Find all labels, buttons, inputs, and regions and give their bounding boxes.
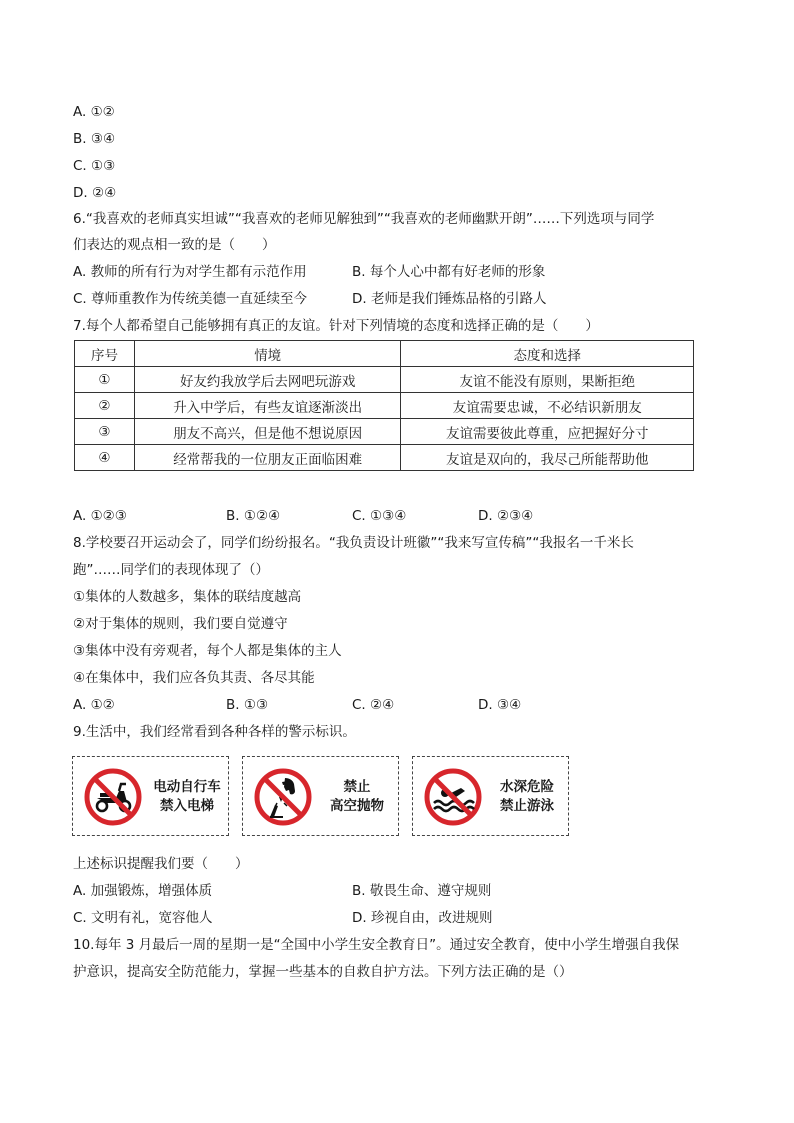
table-cell: ③: [75, 419, 135, 445]
q6-option-a: A. 教师的所有行为对学生都有示范作用: [73, 264, 307, 280]
table-cell: 升入中学后，有些友谊逐渐淡出: [134, 393, 401, 419]
q7-stem: 7.每个人都希望自己能够拥有真正的友谊。针对下列情境的态度和选择正确的是（ ）: [73, 318, 599, 334]
q7-header-situation: 情境: [134, 341, 401, 367]
q9-stem: 9.生活中，我们经常看到各种各样的警示标识。: [73, 724, 356, 740]
table-cell: ①: [75, 367, 135, 393]
sign-text-line1: 水深危险: [500, 779, 554, 795]
no-swimming-icon: [423, 767, 483, 827]
q7-option-b: B. ①②④: [226, 508, 281, 524]
q8-item-4: ④在集体中，我们应各负其责、各尽其能: [73, 670, 315, 686]
q9-prompt: 上述标识提醒我们要（ ）: [73, 856, 249, 872]
q9-option-d: D. 珍视自由，改进规则: [352, 910, 493, 926]
table-row: [75, 393, 694, 419]
q7-option-d: D. ②③④: [478, 508, 534, 524]
q8-item-3: ③集体中没有旁观者，每个人都是集体的主人: [73, 643, 342, 659]
table-cell: 友谊不能没有原则，果断拒绝: [401, 367, 694, 393]
sign-text-line2: 禁止游泳: [500, 798, 554, 814]
q5-option-a: A. ①②: [73, 104, 115, 120]
sign-text-line1: 禁止: [343, 779, 371, 795]
table-cell: 友谊是双向的，我尽己所能帮助他: [401, 445, 694, 471]
q9-option-c: C. 文明有礼，宽容他人: [73, 910, 213, 926]
sign-text-line1: 电动自行车: [153, 779, 221, 795]
q6-stem-line2: 们表达的观点相一致的是（ ）: [73, 237, 276, 253]
q6-stem-line1: 6.“我喜欢的老师真实坦诚”“我喜欢的老师见解独到”“我喜欢的老师幽默开朗”……下列选项与同学: [73, 211, 655, 227]
q10-stem-line1: 10.每年 3 月最后一周的星期一是“全国中小学生安全教育日”。通过安全教育，使中小学生增强自我保: [73, 937, 680, 953]
sign-text-line2: 禁入电梯: [160, 798, 214, 814]
no-throwing-icon: [253, 767, 313, 827]
q8-option-d: D. ③④: [478, 697, 522, 713]
table-row: [75, 445, 694, 471]
sign-text: [319, 778, 395, 816]
table-cell: 好友约我放学后去网吧玩游戏: [134, 367, 401, 393]
q10-stem-line2: 护意识，提高安全防范能力，掌握一些基本的自救自护方法。下列方法正确的是（）: [73, 964, 573, 980]
q6-option-c: C. 尊师重教作为传统美德一直延续至今: [73, 291, 308, 307]
q8-stem-line2: 跑”……同学们的表现体现了（）: [73, 562, 269, 578]
q8-option-c: C. ②④: [352, 697, 395, 713]
sign-text-line2: 高空抛物: [330, 798, 384, 814]
q8-option-a: A. ①②: [73, 697, 115, 713]
sign-text: [489, 778, 565, 816]
q7-header-index: 序号: [75, 341, 135, 367]
q8-stem-line1: 8.学校要召开运动会了，同学们纷纷报名。“我负责设计班徽”“我来写宣传稿”“我报名一千米长: [73, 535, 634, 551]
table-cell: 经常帮我的一位朋友正面临困难: [134, 445, 401, 471]
warning-sign-no-e-bike: [72, 756, 229, 836]
q7-table-header: [75, 341, 694, 367]
q7-table: [74, 340, 694, 471]
q6-option-b: B. 每个人心中都有好老师的形象: [352, 264, 546, 280]
table-cell: 朋友不高兴，但是他不想说原因: [134, 419, 401, 445]
q9-option-b: B. 敬畏生命、遵守规则: [352, 883, 492, 899]
q5-option-b: B. ③④: [73, 131, 116, 147]
warning-sign-no-throwing: [242, 756, 399, 836]
table-cell: ②: [75, 393, 135, 419]
q8-item-2: ②对于集体的规则，我们要自觉遵守: [73, 616, 288, 632]
table-cell: 友谊需要彼此尊重，应把握好分寸: [401, 419, 694, 445]
q8-item-1: ①集体的人数越多，集体的联结度越高: [73, 589, 302, 605]
q7-option-c: C. ①③④: [352, 508, 407, 524]
warning-sign-no-swimming: [412, 756, 569, 836]
table-row: [75, 367, 694, 393]
q5-option-d: D. ②④: [73, 185, 117, 201]
table-row: [75, 419, 694, 445]
table-cell: 友谊需要忠诚，不必结识新朋友: [401, 393, 694, 419]
q7-option-a: A. ①②③: [73, 508, 127, 524]
q8-option-b: B. ①③: [226, 697, 269, 713]
sign-text: [149, 778, 225, 816]
no-e-bike-icon: [83, 767, 143, 827]
q9-option-a: A. 加强锻炼，增强体质: [73, 883, 213, 899]
q6-option-d: D. 老师是我们锤炼品格的引路人: [352, 291, 547, 307]
table-cell: ④: [75, 445, 135, 471]
q5-option-c: C. ①③: [73, 158, 116, 174]
q7-header-attitude: 态度和选择: [401, 341, 694, 367]
